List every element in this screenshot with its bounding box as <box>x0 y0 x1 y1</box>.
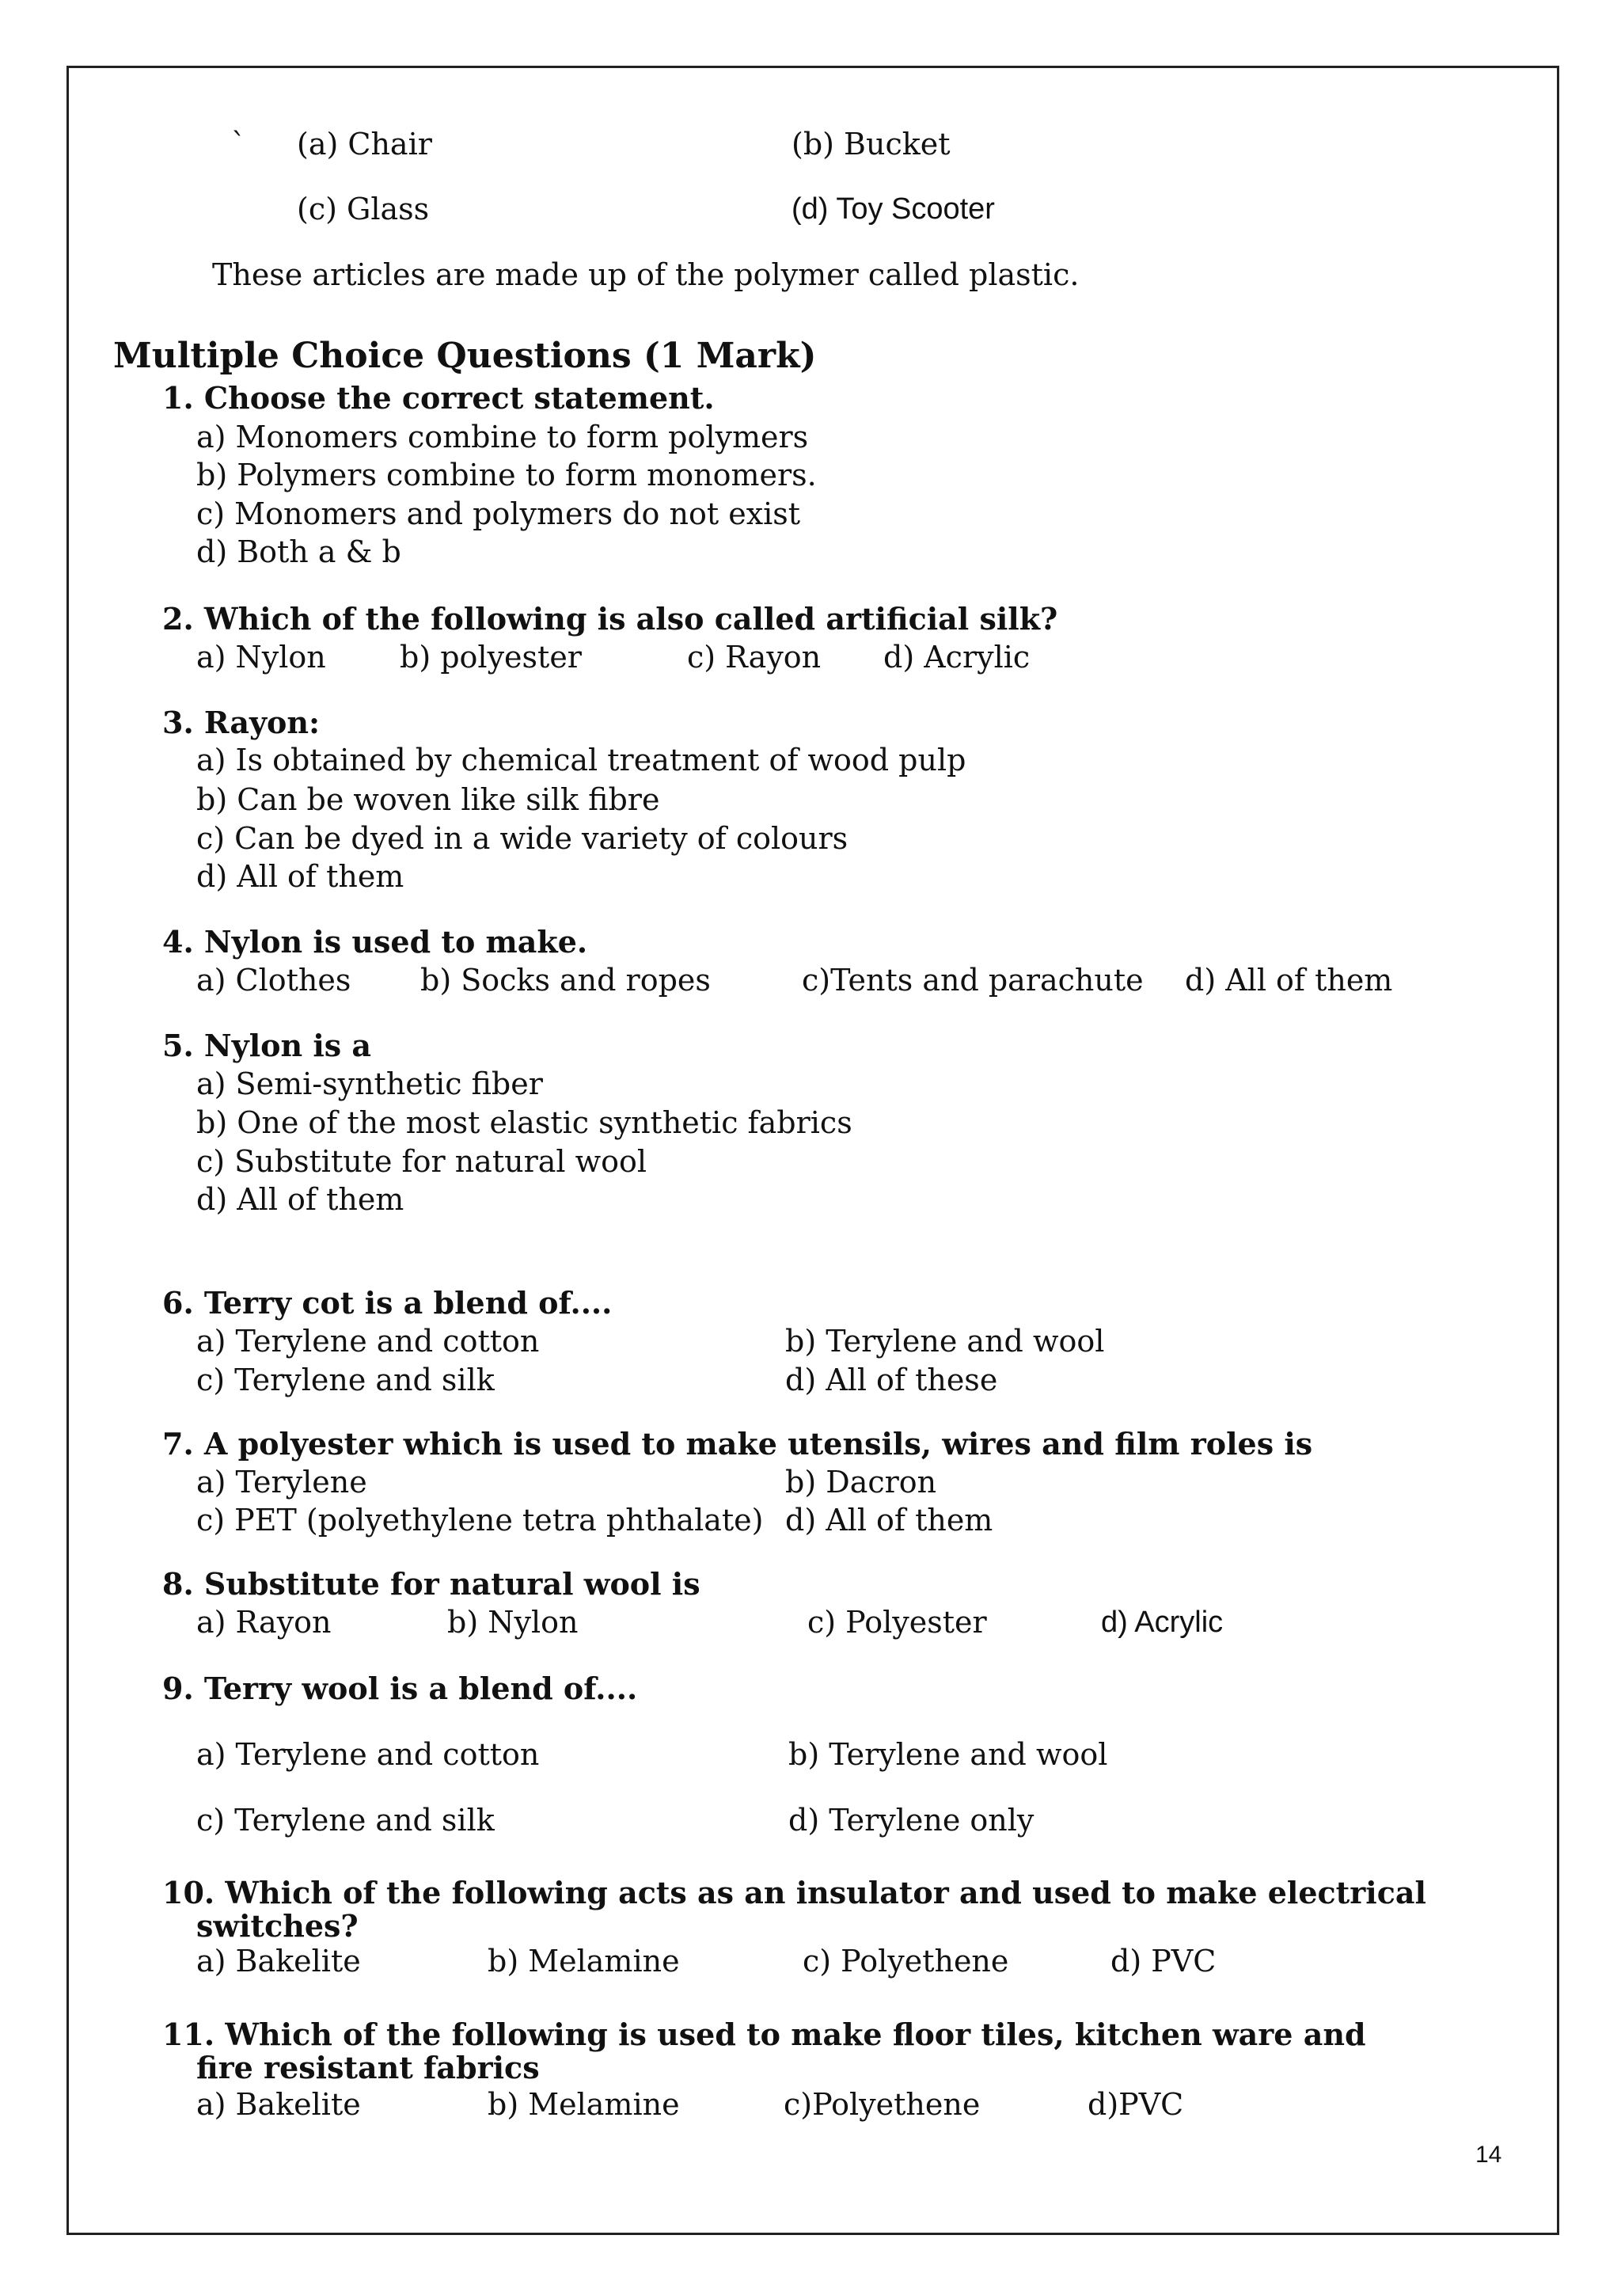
intro-option-d: (d) Toy Scooter <box>792 192 995 226</box>
q7-option-c: c) PET (polyethylene tetra phthalate) <box>196 1503 764 1538</box>
question-10: 10. Which of the following acts as an insulator and used to make electrical <box>162 1875 1426 1910</box>
q5-option-a: a) Semi-synthetic fiber <box>196 1066 543 1101</box>
q10-option-c: c) Polyethene <box>803 1944 1009 1979</box>
q11-option-b: b) Melamine <box>488 2087 680 2122</box>
q10-option-d: d) PVC <box>1110 1944 1217 1979</box>
q5-option-d: d) All of them <box>196 1182 404 1217</box>
question-11-cont: fire resistant fabrics <box>196 2050 540 2085</box>
q6-option-a: a) Terylene and cotton <box>196 1324 540 1359</box>
question-2: 2. Which of the following is also called artificial silk? <box>162 601 1058 637</box>
q11-option-c: c)Polyethene <box>784 2087 981 2122</box>
q5-option-b: b) One of the most elastic synthetic fabrics <box>196 1105 852 1140</box>
q3-option-d: d) All of them <box>196 859 404 894</box>
q7-option-a: a) Terylene <box>196 1465 367 1500</box>
q9-option-d: d) Terylene only <box>788 1803 1034 1838</box>
q10-option-b: b) Melamine <box>488 1944 680 1979</box>
q11-option-a: a) Bakelite <box>196 2087 361 2122</box>
question-4: 4. Nylon is used to make. <box>162 924 588 960</box>
q5-option-c: c) Substitute for natural wool <box>196 1144 647 1179</box>
q9-option-c: c) Terylene and silk <box>196 1803 495 1838</box>
q8-option-a: a) Rayon <box>196 1605 332 1640</box>
q2-option-b: b) polyester <box>400 640 582 675</box>
section-title: Multiple Choice Questions (1 Mark) <box>113 336 817 376</box>
q8-option-c: c) Polyester <box>807 1605 987 1640</box>
q6-option-d: d) All of these <box>785 1363 998 1397</box>
question-7: 7. A polyester which is used to make utensils, wires and film roles is <box>162 1426 1313 1462</box>
q1-option-a: a) Monomers combine to form polymers <box>196 420 809 454</box>
q9-option-a: a) Terylene and cotton <box>196 1737 540 1772</box>
question-3: 3. Rayon: <box>162 705 321 740</box>
q9-option-b: b) Terylene and wool <box>788 1737 1108 1772</box>
question-9: 9. Terry wool is a blend of.... <box>162 1671 638 1706</box>
q1-option-c: c) Monomers and polymers do not exist <box>196 496 801 531</box>
q4-option-d: d) All of them <box>1185 963 1393 998</box>
q10-option-a: a) Bakelite <box>196 1944 361 1979</box>
q1-option-b: b) Polymers combine to form monomers. <box>196 458 817 492</box>
intro-option-a: (a) Chair <box>297 127 432 162</box>
question-5: 5. Nylon is a <box>162 1028 372 1063</box>
question-8: 8. Substitute for natural wool is <box>162 1566 700 1602</box>
intro-option-b: (b) Bucket <box>792 127 951 162</box>
q3-option-b: b) Can be woven like silk fibre <box>196 782 660 817</box>
q4-option-b: b) Socks and ropes <box>420 963 711 998</box>
q4-option-c: c)Tents and parachute <box>802 963 1144 998</box>
intro-option-c: (c) Glass <box>297 192 430 226</box>
question-6: 6. Terry cot is a blend of.... <box>162 1285 613 1321</box>
q11-option-d: d)PVC <box>1088 2087 1184 2122</box>
question-11: 11. Which of the following is used to make floor tiles, kitchen ware and <box>162 2017 1366 2052</box>
q8-option-b: b) Nylon <box>447 1605 579 1640</box>
intro-note: These articles are made up of the polymer called plastic. <box>212 257 1080 292</box>
q3-option-a: a) Is obtained by chemical treatment of wood pulp <box>196 743 966 777</box>
question-1: 1. Choose the correct statement. <box>162 380 715 416</box>
q3-option-c: c) Can be dyed in a wide variety of colours <box>196 821 848 856</box>
question-10-cont: switches? <box>196 1908 359 1944</box>
q1-option-d: d) Both a & b <box>196 534 401 569</box>
q7-option-d: d) All of them <box>785 1503 993 1538</box>
q2-option-d: d) Acrylic <box>883 640 1031 675</box>
q8-option-d: d) Acrylic <box>1101 1606 1224 1639</box>
page-number: 14 <box>1475 2142 1502 2168</box>
q4-option-a: a) Clothes <box>196 963 351 998</box>
q2-option-c: c) Rayon <box>687 640 822 675</box>
q6-option-b: b) Terylene and wool <box>785 1324 1105 1359</box>
q7-option-b: b) Dacron <box>785 1465 937 1500</box>
stray-mark: ` <box>231 127 246 162</box>
q6-option-c: c) Terylene and silk <box>196 1363 495 1397</box>
q2-option-a: a) Nylon <box>196 640 326 675</box>
